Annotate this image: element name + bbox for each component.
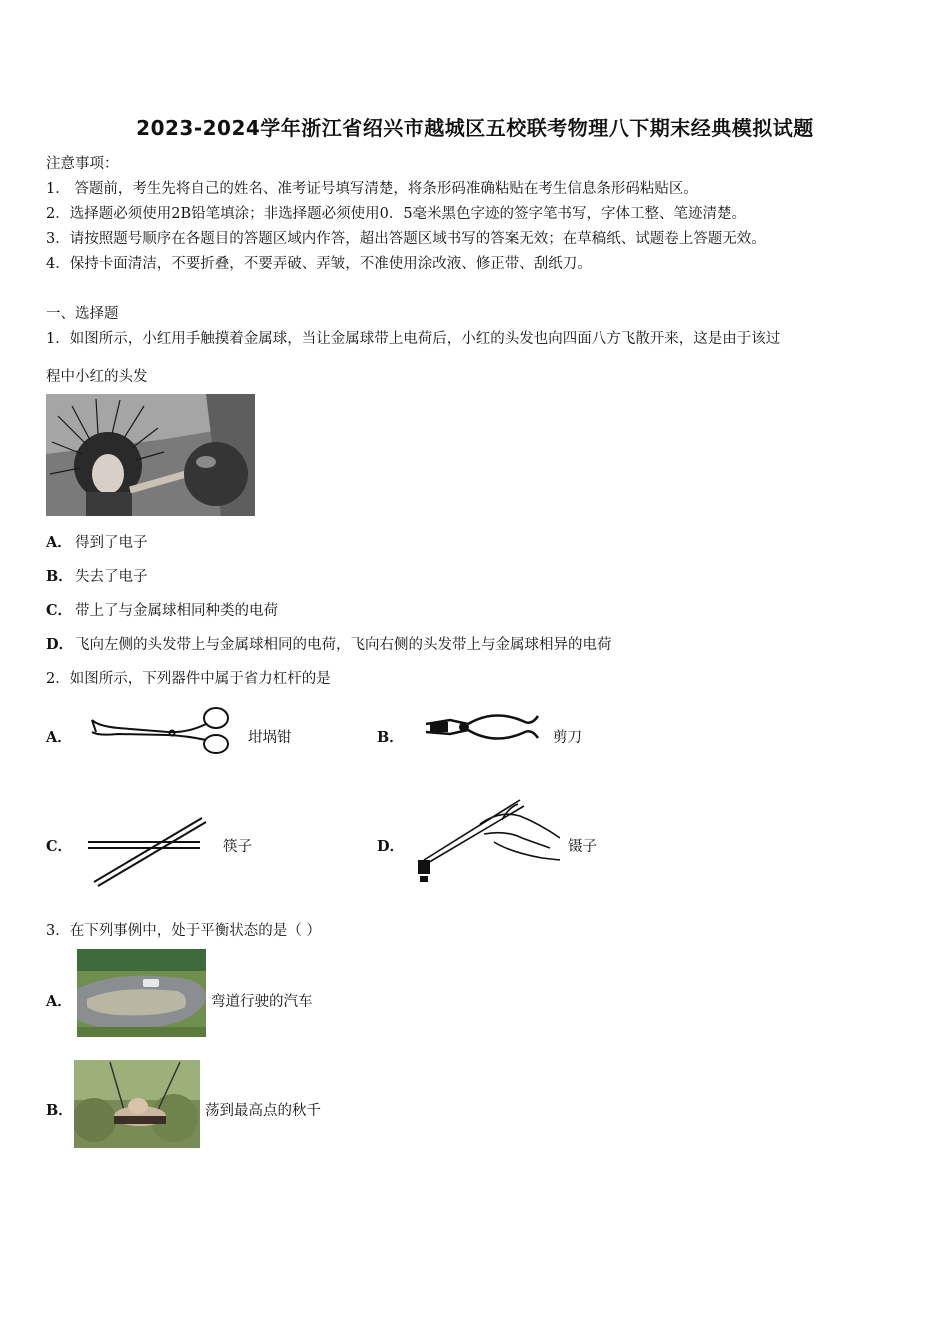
static-electricity-photo (46, 394, 255, 516)
page-title: 2023-2024学年浙江省绍兴市越城区五校联考物理八下期末经典模拟试题 (136, 116, 814, 140)
q2-option-c-label: C． (46, 838, 73, 855)
q2-option-b-label: B． (377, 729, 404, 746)
chopsticks-icon (84, 814, 208, 888)
question-1-stem: 1．如图所示，小红用手触摸着金属球，当让金属球带上电荷后，小红的头发也向四面八方飞散开来，这是由于该过 (46, 331, 781, 347)
notice-heading: 注意事项： (46, 156, 119, 172)
q1-option-b-label: B． (46, 568, 73, 585)
crucible-tongs-icon (88, 702, 238, 756)
q1-option-c-text: 带上了与金属球相同种类的电荷 (75, 603, 278, 619)
question-2-stem: 2．如图所示，下列器件中属于省力杠杆的是 (46, 671, 331, 687)
q1-option-c-label: C． (46, 602, 73, 619)
q2-option-a-label: A． (46, 729, 72, 746)
question-1-stem-cont: 程中小红的头发 (46, 369, 148, 385)
section-heading: 一、选择题 (46, 306, 119, 322)
q2-option-d-label: D． (377, 838, 405, 855)
q1-option-a-label: A． (46, 534, 72, 551)
notice-item: 1． 答题前，考生先将自己的姓名、准考证号填写清楚，将条形码准确粘贴在考生信息条形码粘贴区。 (46, 181, 698, 197)
tweezers-hand-icon (410, 790, 560, 890)
q2-option-d-text: 镊子 (568, 839, 597, 855)
notice-item: 4．保持卡面清洁，不要折叠，不要弄破、弄皱，不准使用涂改液、修正带、刮纸刀。 (46, 256, 592, 272)
notice-item: 3．请按照题号顺序在各题目的答题区域内作答，超出答题区域书写的答案无效；在草稿纸、试题卷上答题无效。 (46, 231, 766, 247)
q3-option-b-label: B． (46, 1102, 73, 1119)
q3-option-a-text: 弯道行驶的汽车 (211, 994, 313, 1010)
q1-option-b-text: 失去了电子 (75, 569, 148, 585)
question-3-stem: 3．在下列事例中，处于平衡状态的是（ ） (46, 923, 321, 939)
swing-photo (74, 1060, 200, 1148)
q2-option-c-text: 筷子 (223, 839, 252, 855)
q1-option-d-text: 飞向左侧的头发带上与金属球相同的电荷，飞向右侧的头发带上与金属球相异的电荷 (75, 637, 612, 653)
q1-option-a-text: 得到了电子 (75, 535, 148, 551)
pliers-icon (420, 706, 546, 750)
curved-road-car-photo (77, 949, 206, 1037)
q3-option-b-text: 荡到最高点的秋千 (205, 1103, 321, 1119)
q1-option-d-label: D． (46, 636, 74, 653)
q2-option-a-text: 坩埚钳 (248, 730, 292, 746)
notice-item: 2．选择题必须使用2B铅笔填涂；非选择题必须使用0．5毫米黑色字迹的签字笔书写，字体工整、笔迹清楚。 (46, 206, 747, 222)
q2-option-b-text: 剪刀 (553, 730, 582, 746)
q3-option-a-label: A． (46, 993, 72, 1010)
